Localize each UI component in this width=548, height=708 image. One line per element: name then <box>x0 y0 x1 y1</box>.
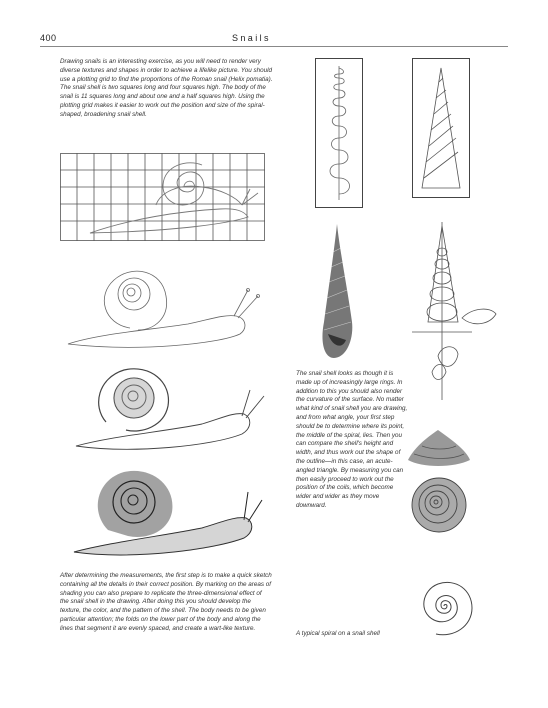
header-rule <box>40 46 508 47</box>
sketch-snail-illustration <box>58 260 273 360</box>
shaded-snail-illustration <box>62 362 272 460</box>
spiral-caption: A typical spiral on a snail shell <box>296 630 380 637</box>
page-number: 400 <box>40 33 57 43</box>
steps-paragraph: After determining the measurements, the first step is to make a quick sketch containing all the details in their correct position. By marking on the areas of shading you can also prepare to replicate the three-dimensional effect of the snail shell in the drawing. After doing this you should develop the texture, the color, and the pattern of the shell. The body needs to be given particular attention; the folds on the lower part of the body and along the lines that segment it are evenly spaced, and create a wart-like texture. <box>60 572 272 632</box>
turret-shell-construction-illustration <box>412 222 507 402</box>
shell-top-view-illustration <box>410 476 468 534</box>
spiral-paragraph: The snail shell looks as though it is made up of increasingly large rings. In addition to this you should also render the curvature of the surface. No matter what kind of snail shell you are drawing, and from what angle, your first step should be to determine where its point, the middle of the spiral, lies. Then you can compare the shell's height and width, and thus work out the shape of the outline—in this case, an acute-angled triangle. By measuring you can then easily proceed to work out the position of the coils, which become wider and wider as they move downward. <box>296 370 408 509</box>
detailed-shaded-snail-illustration <box>62 464 272 566</box>
section-title: Snails <box>232 33 271 43</box>
intro-paragraph: Drawing snails is an interesting exercise, as you will need to render very diverse textures and shapes in order to achieve a lifelike picture. You should use a plotting grid to find the proportions of the Roman snail (Helix pomatia). The snail shell is two squares long and four squares high. The body of the snail is 11 squares long and about one and a half squares high. Using the plotting grid makes it easier to work out the position and size of the spiral-shaped, broadening snail shell. <box>60 58 273 118</box>
turret-shell-illustration <box>316 222 358 362</box>
plotting-grid-snail-illustration <box>60 153 265 241</box>
acute-triangle-outline-diagram <box>412 58 470 198</box>
conical-shell-illustration <box>404 426 474 470</box>
spiral-rings-diagram <box>315 58 363 208</box>
